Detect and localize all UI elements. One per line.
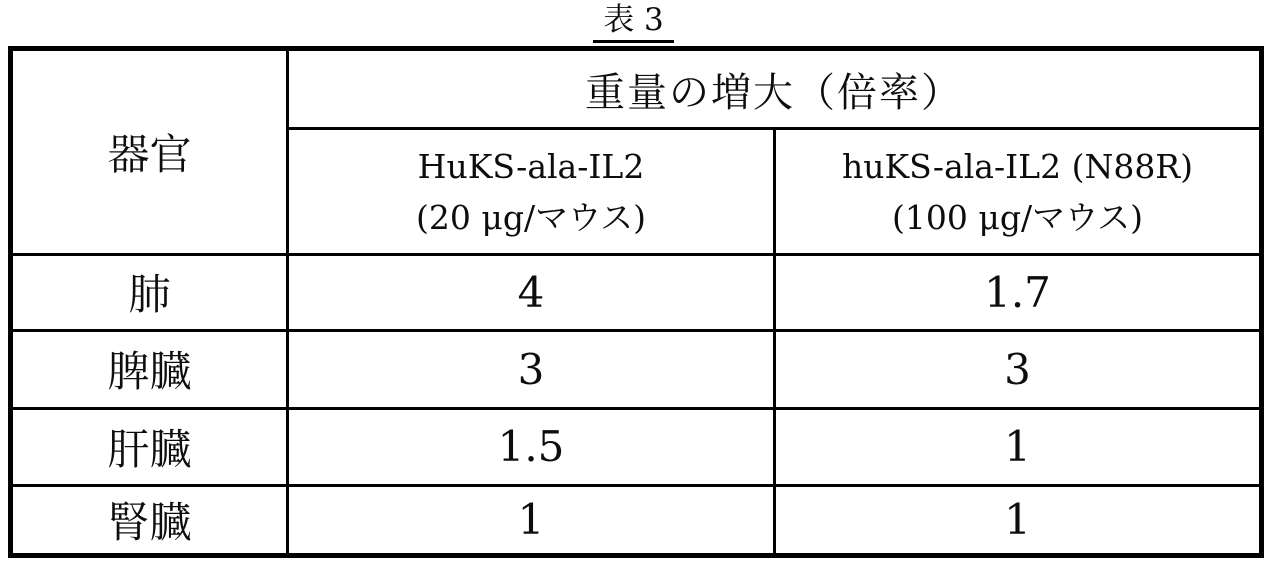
value-cell: 4 [288,255,775,330]
organ-cell: 肝臓 [11,408,288,485]
value-cell: 3 [288,330,775,408]
header-row-group [11,49,1262,129]
group-header-cell: 重量の増大（倍率） [288,49,1262,129]
value-cell: 1 [775,485,1262,555]
subheader-cell-huks [288,129,775,255]
value-cell: 3 [775,330,1262,408]
table-caption [8,3,1259,43]
table-row [11,408,1262,485]
value-cell: 1.5 [288,408,775,485]
subheader-dose: (100 μg/マウス) [892,197,1143,237]
organ-weight-table [8,46,1264,558]
table-row [11,330,1262,408]
organ-cell: 肺 [11,255,288,330]
table-row [11,255,1262,330]
table-row [11,485,1262,555]
subheader-dose: (20 μg/マウス) [416,197,646,237]
value-cell: 1 [288,485,775,555]
subheader-name: huKS-ala-IL2 (N88R) [841,146,1194,186]
value-cell: 1.7 [775,255,1262,330]
value-cell: 1 [775,408,1262,485]
subheader-name: HuKS-ala-IL2 [417,146,645,186]
organ-cell: 腎臓 [11,485,288,555]
organ-column-header-cell: 器官 [11,49,288,255]
table-caption-text: 表 3 [593,3,674,43]
organ-cell: 脾臓 [11,330,288,408]
subheader-cell-huks-n88r [775,129,1262,255]
